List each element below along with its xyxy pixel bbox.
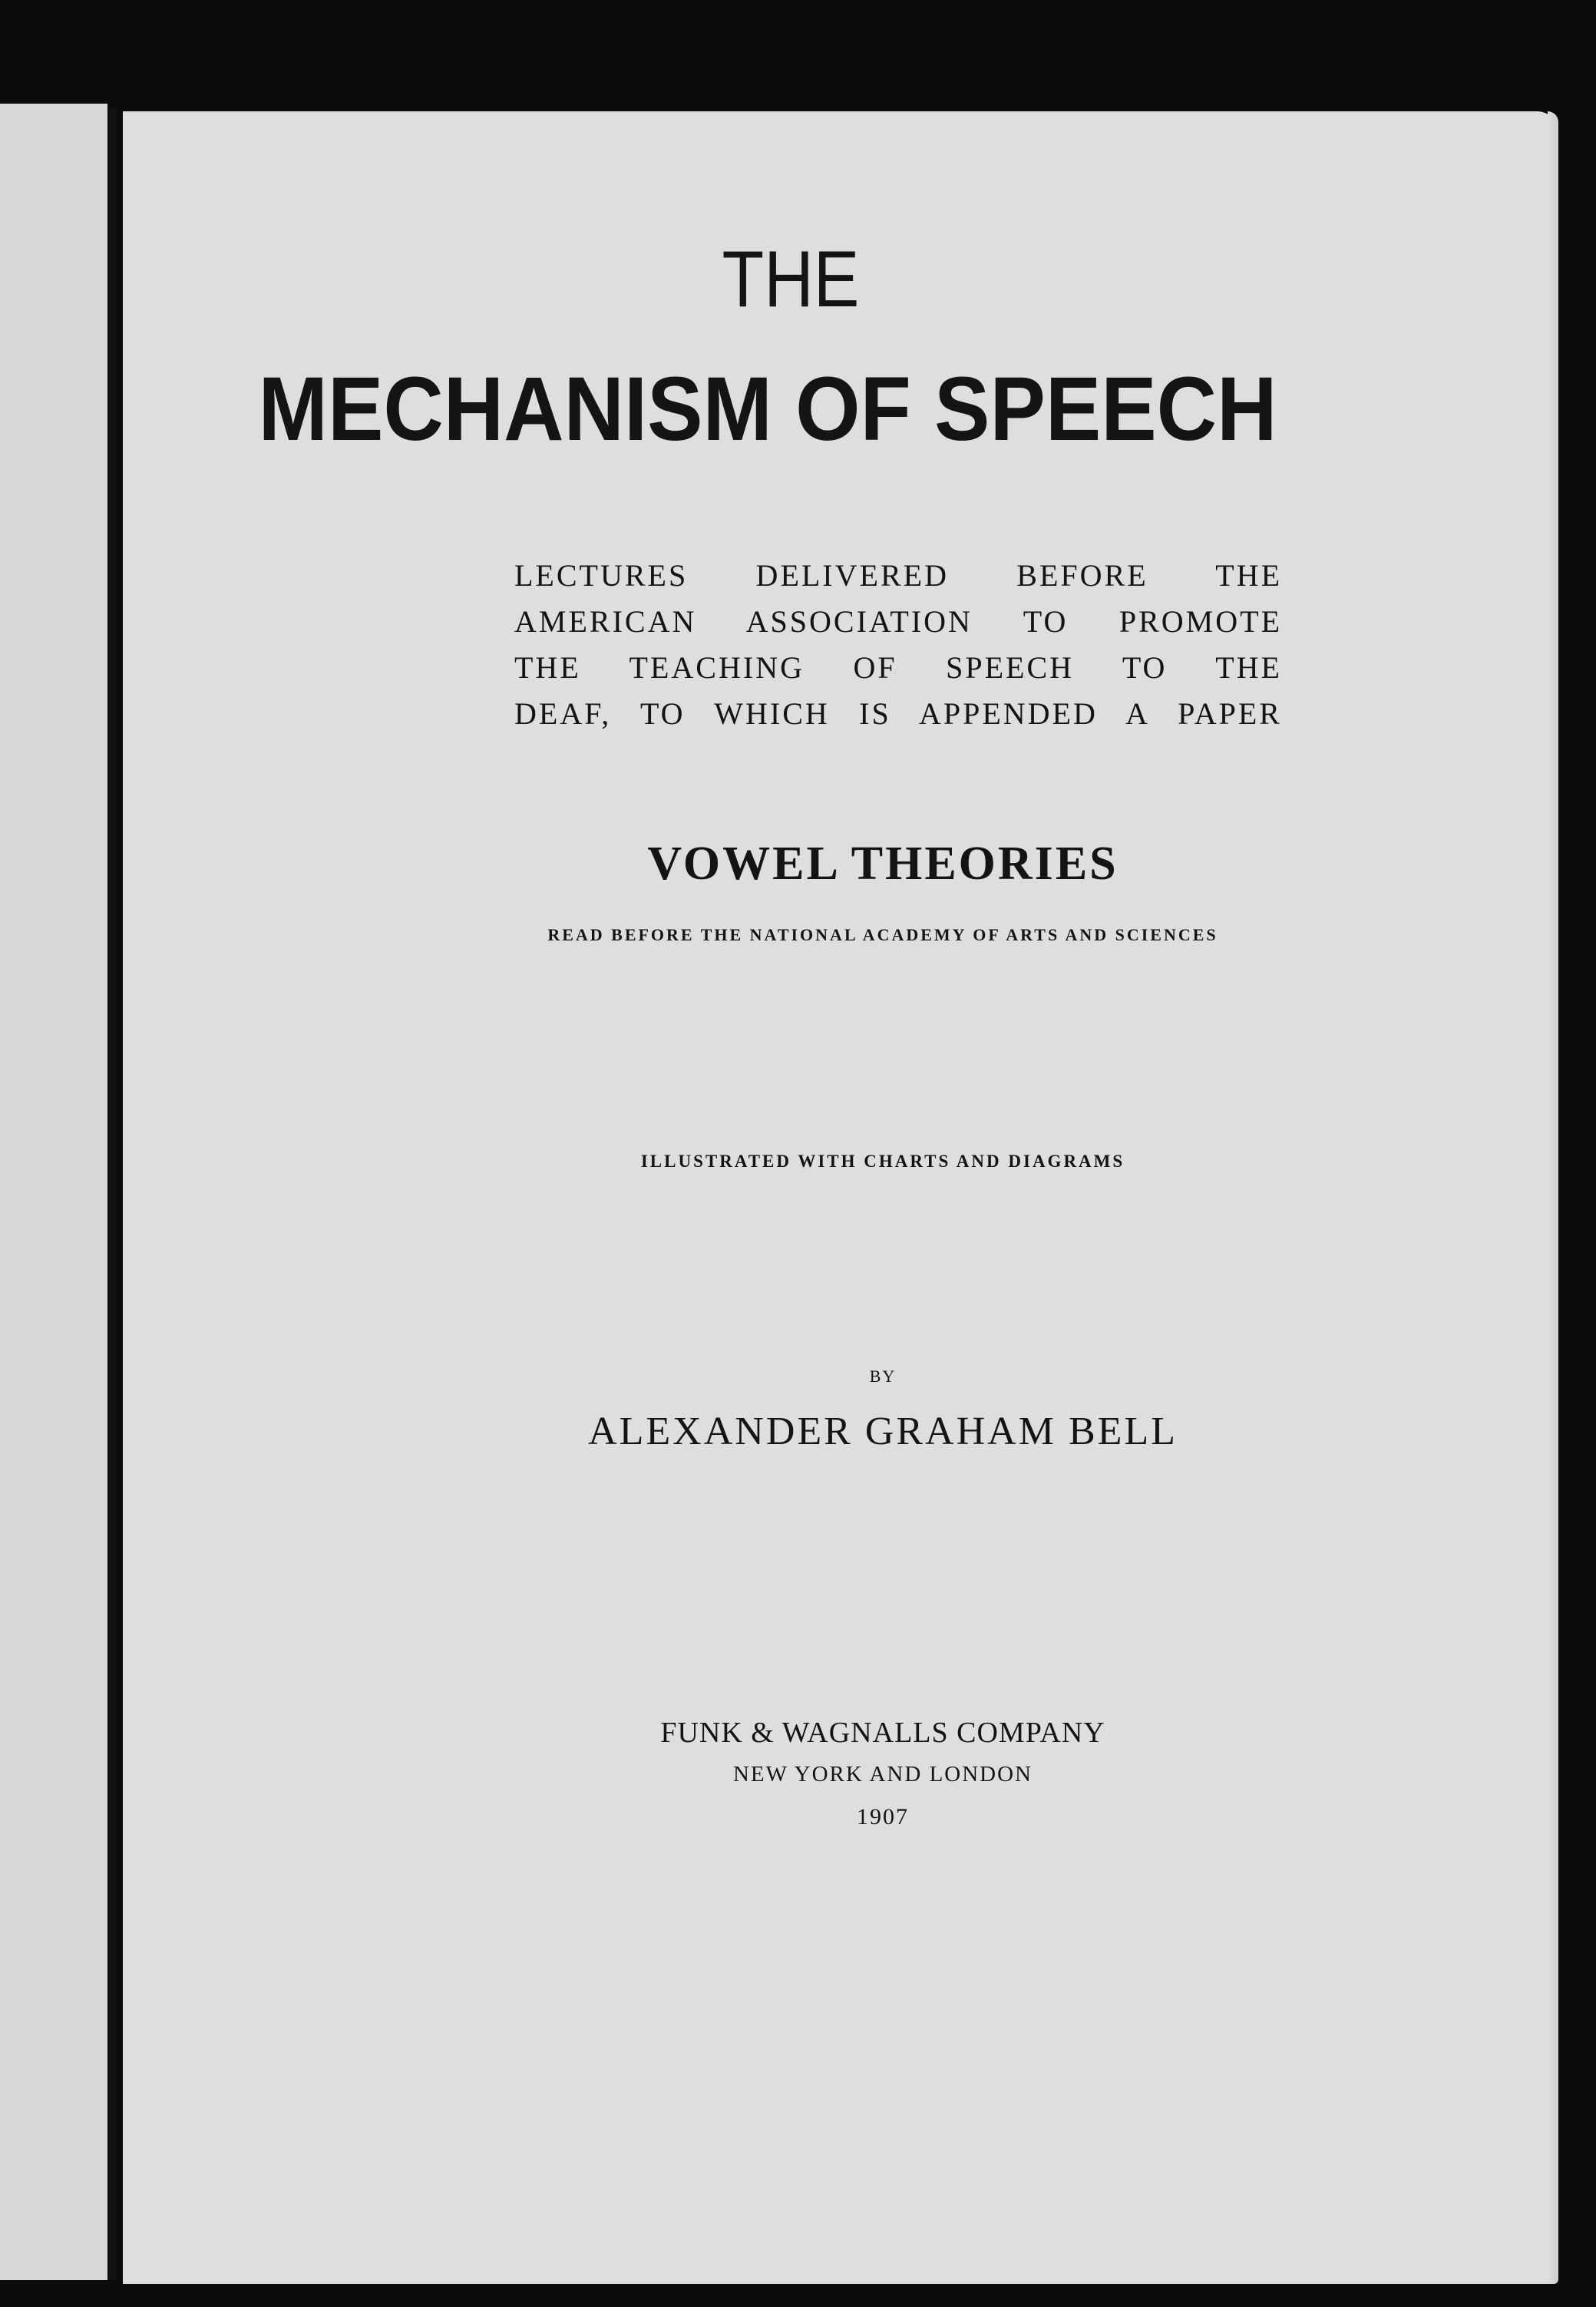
publication-year: 1907 — [857, 1804, 909, 1829]
publisher-location: NEW YORK AND LONDON — [732, 1762, 1033, 1786]
paper-title: VOWEL THEORIES — [647, 838, 1119, 890]
publisher-name: FUNK & WAGNALLS COMPANY — [660, 1717, 1105, 1749]
title-line-1: THE — [722, 235, 860, 324]
title-line-2: MECHANISM OF SPEECH — [258, 359, 1277, 460]
subtitle-line: LECTURES DELIVERED BEFORE THE — [514, 558, 1282, 593]
title-page — [123, 111, 1558, 2284]
illustrated-note: ILLUSTRATED WITH CHARTS AND DIAGRAMS — [640, 1152, 1125, 1171]
subtitle-line: DEAF, TO WHICH IS APPENDED A PAPER — [514, 696, 1282, 731]
subtitle-line: THE TEACHING OF SPEECH TO THE — [514, 650, 1282, 685]
subtitle-line: AMERICAN ASSOCIATION TO PROMOTE — [514, 604, 1282, 639]
paper-note: READ BEFORE THE NATIONAL ACADEMY OF ARTS AND SCIENCES — [547, 925, 1218, 944]
subtitle-block — [514, 553, 1282, 737]
author-name: ALEXANDER GRAHAM BELL — [588, 1410, 1178, 1453]
by-label: BY — [869, 1367, 897, 1386]
